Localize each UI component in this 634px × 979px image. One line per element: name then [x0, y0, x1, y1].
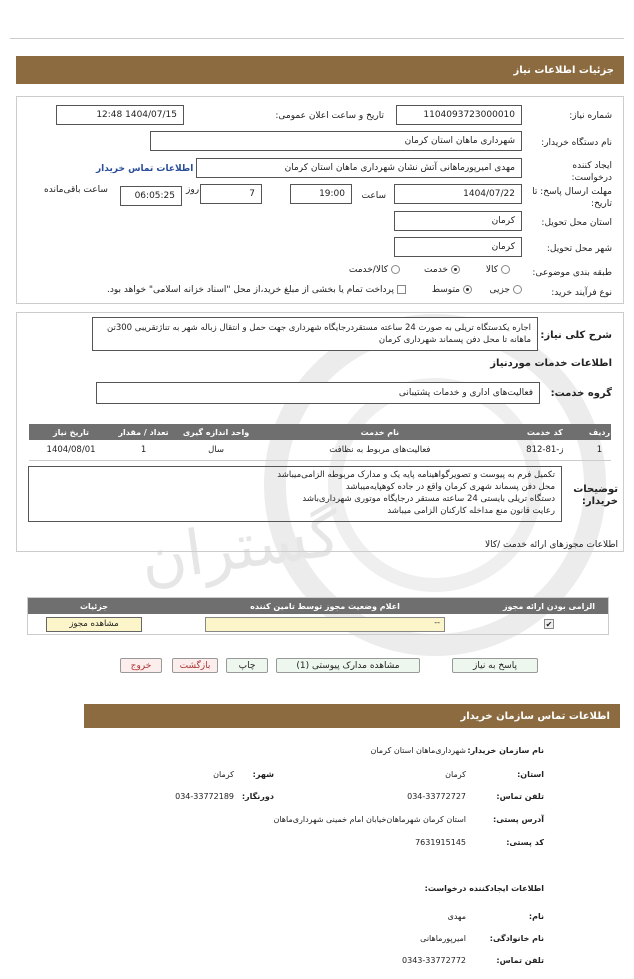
- details-header-title: جزئیات اطلاعات نیاز: [513, 64, 614, 76]
- city-field: کرمان: [394, 237, 522, 257]
- contact-fax: [242, 792, 274, 801]
- exit-button[interactable]: خروج: [120, 658, 162, 673]
- contact-header-title: اطلاعات تماس سازمان خریدار: [460, 710, 610, 722]
- radio-medium-icon[interactable]: [463, 285, 472, 294]
- contact-province: [517, 770, 544, 779]
- notes-label: توضیحات خریدار:: [573, 484, 618, 507]
- province-label: استان محل تحویل:: [541, 218, 612, 228]
- process-option-minor[interactable]: جزیی: [489, 285, 522, 295]
- family-value: امیرپورماهانی: [420, 934, 466, 943]
- cell-required: [490, 614, 608, 634]
- note-line: محل دفن پسماند شهری کرمان واقع در جاده کوهپایه‌میباشد: [345, 482, 555, 492]
- radio-minor-icon[interactable]: [513, 285, 522, 294]
- need-number-label: شماره نیاز:: [569, 111, 612, 121]
- col-date: تاریخ نیاز: [29, 424, 113, 440]
- top-divider: [10, 38, 624, 39]
- time-label: ساعت: [361, 191, 386, 201]
- announce-label: تاریخ و ساعت اعلان عمومی:: [275, 111, 384, 121]
- city-label2: شهر:: [252, 770, 274, 779]
- services-table-header: [29, 424, 611, 440]
- buyer-contact-link[interactable]: اطلاعات تماس خریدار: [96, 164, 194, 174]
- creator-title: [425, 884, 544, 893]
- cphone-label: تلفن تماس:: [496, 956, 544, 965]
- col-code: کد خدمت: [502, 424, 588, 440]
- note-line: تکمیل فرم به پیوست و تصویرگواهینامه پایه یک و مدارک مربوطه الزامی‌میباشد: [277, 470, 555, 480]
- remaining-time-field: 06:05:25: [120, 186, 182, 206]
- services-title: اطلاعات خدمات موردنیاز: [490, 358, 612, 369]
- postal-label: کد پستی:: [506, 838, 544, 847]
- cphone-value: 0343-33772772: [402, 956, 466, 965]
- permits-table-header: [28, 598, 608, 614]
- permits-table: [27, 597, 609, 635]
- day-label: روز: [186, 185, 200, 195]
- province-field: کرمان: [394, 211, 522, 231]
- deadline-time-field: 19:00: [290, 184, 352, 204]
- city-value2: کرمان: [213, 770, 234, 779]
- contact-name: [529, 912, 544, 921]
- cell-code: ز-81-812: [526, 444, 564, 455]
- need-number-field: 1104093723000010: [396, 105, 522, 125]
- contact-phone: [496, 792, 544, 801]
- radio-goods-icon[interactable]: [501, 265, 510, 274]
- fax-value: 034-33772189: [175, 792, 234, 801]
- address-label: آدرس پستی:: [493, 815, 544, 824]
- col-name: نام خدمت: [258, 424, 502, 440]
- org-value: شهرداری‌ماهان استان کرمان: [370, 746, 466, 755]
- days-field: 7: [200, 184, 262, 204]
- summary-label: شرح کلی نیاز:: [540, 330, 612, 341]
- cell-status: [160, 614, 490, 634]
- address-value: استان کرمان شهرماهان‌خیابان امام خمینی شهرداری‌ماهان: [273, 815, 466, 824]
- category-option-goods[interactable]: کالا: [486, 265, 510, 275]
- permit-status-field[interactable]: --: [205, 617, 445, 632]
- radio-service-icon[interactable]: [451, 265, 460, 274]
- creator-field: مهدی امیرپورماهانی آتش نشان شهرداری ماهان استان کرمان: [196, 158, 522, 178]
- family-label: نام خانوادگی:: [489, 934, 544, 943]
- announce-field: 1404/07/15 12:48: [56, 105, 184, 125]
- services-table: [29, 424, 611, 461]
- back-button[interactable]: بازگشت: [172, 658, 218, 673]
- cell-qty: 1: [140, 444, 147, 455]
- service-group-field: فعالیت‌های اداری و خدمات پشتیبانی: [96, 382, 540, 404]
- note-line: دستگاه تریلی بایستی 24 ساعته مستقر درجایگاه موتوری شهرداری‌باشد: [302, 494, 555, 504]
- col-qty: تعداد / مقدار: [113, 424, 174, 440]
- remaining-label: ساعت باقی‌مانده: [44, 185, 108, 195]
- details-header: [16, 56, 624, 84]
- col-status: اعلام وضعیت مجوز توسط تامین کننده: [160, 598, 490, 614]
- contact-header: [84, 704, 620, 728]
- category-label: طبقه بندی موضوعی:: [532, 268, 612, 278]
- city-label: شهر محل تحویل:: [546, 244, 612, 254]
- process-option-medium[interactable]: متوسط: [432, 285, 472, 295]
- attachments-button[interactable]: مشاهده مدارک پیوستی (1): [276, 658, 420, 673]
- reply-button[interactable]: پاسخ به نیاز: [452, 658, 538, 673]
- creator-label: ایجاد کننده درخواست:: [571, 161, 612, 183]
- radio-both-icon[interactable]: [391, 265, 400, 274]
- contact-address: [493, 815, 544, 824]
- cell-details: [28, 614, 160, 634]
- category-option-both[interactable]: کالا/خدمت: [349, 265, 400, 275]
- fax-label: دورنگار:: [241, 792, 274, 801]
- buyer-field: شهرداری ماهان استان کرمان: [150, 131, 522, 151]
- deadline-label: مهلت ارسال پاسخ: تا تاریخ:: [532, 187, 612, 209]
- name-label: نام:: [528, 912, 544, 921]
- deadline-date-field: 1404/07/22: [394, 184, 522, 204]
- org-label: نام سازمان خریدار:: [467, 746, 544, 755]
- payment-checkbox-icon[interactable]: [397, 285, 406, 294]
- process-label: نوع فرآیند خرید:: [551, 288, 612, 298]
- phone-label: تلفن تماس:: [496, 792, 544, 801]
- contact-city: [253, 770, 274, 779]
- cell-row: 1: [596, 444, 603, 455]
- required-checkbox-icon: ✔: [545, 619, 553, 629]
- contact-family: [490, 934, 544, 943]
- cell-date: 1404/08/01: [46, 444, 96, 455]
- name-value: مهدی: [447, 912, 466, 921]
- contact-cphone: [496, 956, 544, 965]
- province-label2: استان:: [517, 770, 544, 779]
- cell-unit: سال: [208, 444, 224, 455]
- col-row: ردیف: [588, 424, 611, 440]
- phone-value: 034-33772727: [407, 792, 466, 801]
- contact-org: [467, 746, 544, 755]
- postal-value: 7631915145: [415, 838, 466, 847]
- col-details: جزئیات: [28, 598, 160, 614]
- view-permit-button[interactable]: مشاهده مجوز: [46, 617, 142, 632]
- print-button[interactable]: چاپ: [226, 658, 268, 673]
- permits-title: اطلاعات مجوزهای ارائه خدمت /کالا: [484, 540, 618, 550]
- province-value2: کرمان: [445, 770, 466, 779]
- notes-field: [28, 466, 562, 522]
- creator-title-text: اطلاعات ایجادکننده درخواست:: [424, 884, 544, 893]
- contact-postal: [506, 838, 544, 847]
- summary-field: اجاره یکدستگاه تریلی به صورت 24 ساعته مستقردرجایگاه شهرداری جهت حمل و انتقال زباله شهر به تناژتقریبی 300تن ماهانه تا محل دفن پسماند شهرداری کرمان: [92, 317, 538, 351]
- service-group-label: گروه خدمت:: [550, 388, 612, 399]
- buyer-label: نام دستگاه خریدار:: [541, 138, 612, 148]
- watermark-text: گستران: [135, 496, 345, 597]
- category-option-service[interactable]: خدمت: [424, 265, 460, 275]
- cell-name: فعالیت‌های مربوط به نظافت: [329, 444, 431, 455]
- table-row: [28, 614, 608, 634]
- table-row: [29, 440, 611, 460]
- note-line: رعایت قانون منع مداخله کارکنان الزامی میباشد: [387, 506, 555, 516]
- payment-option[interactable]: پرداخت تمام یا بخشی از مبلغ خرید،از محل "اسناد خزانه اسلامی" خواهد بود.: [107, 285, 406, 295]
- col-unit: واحد اندازه گیری: [174, 424, 258, 440]
- col-required: الزامی بودن ارائه مجوز: [490, 598, 608, 614]
